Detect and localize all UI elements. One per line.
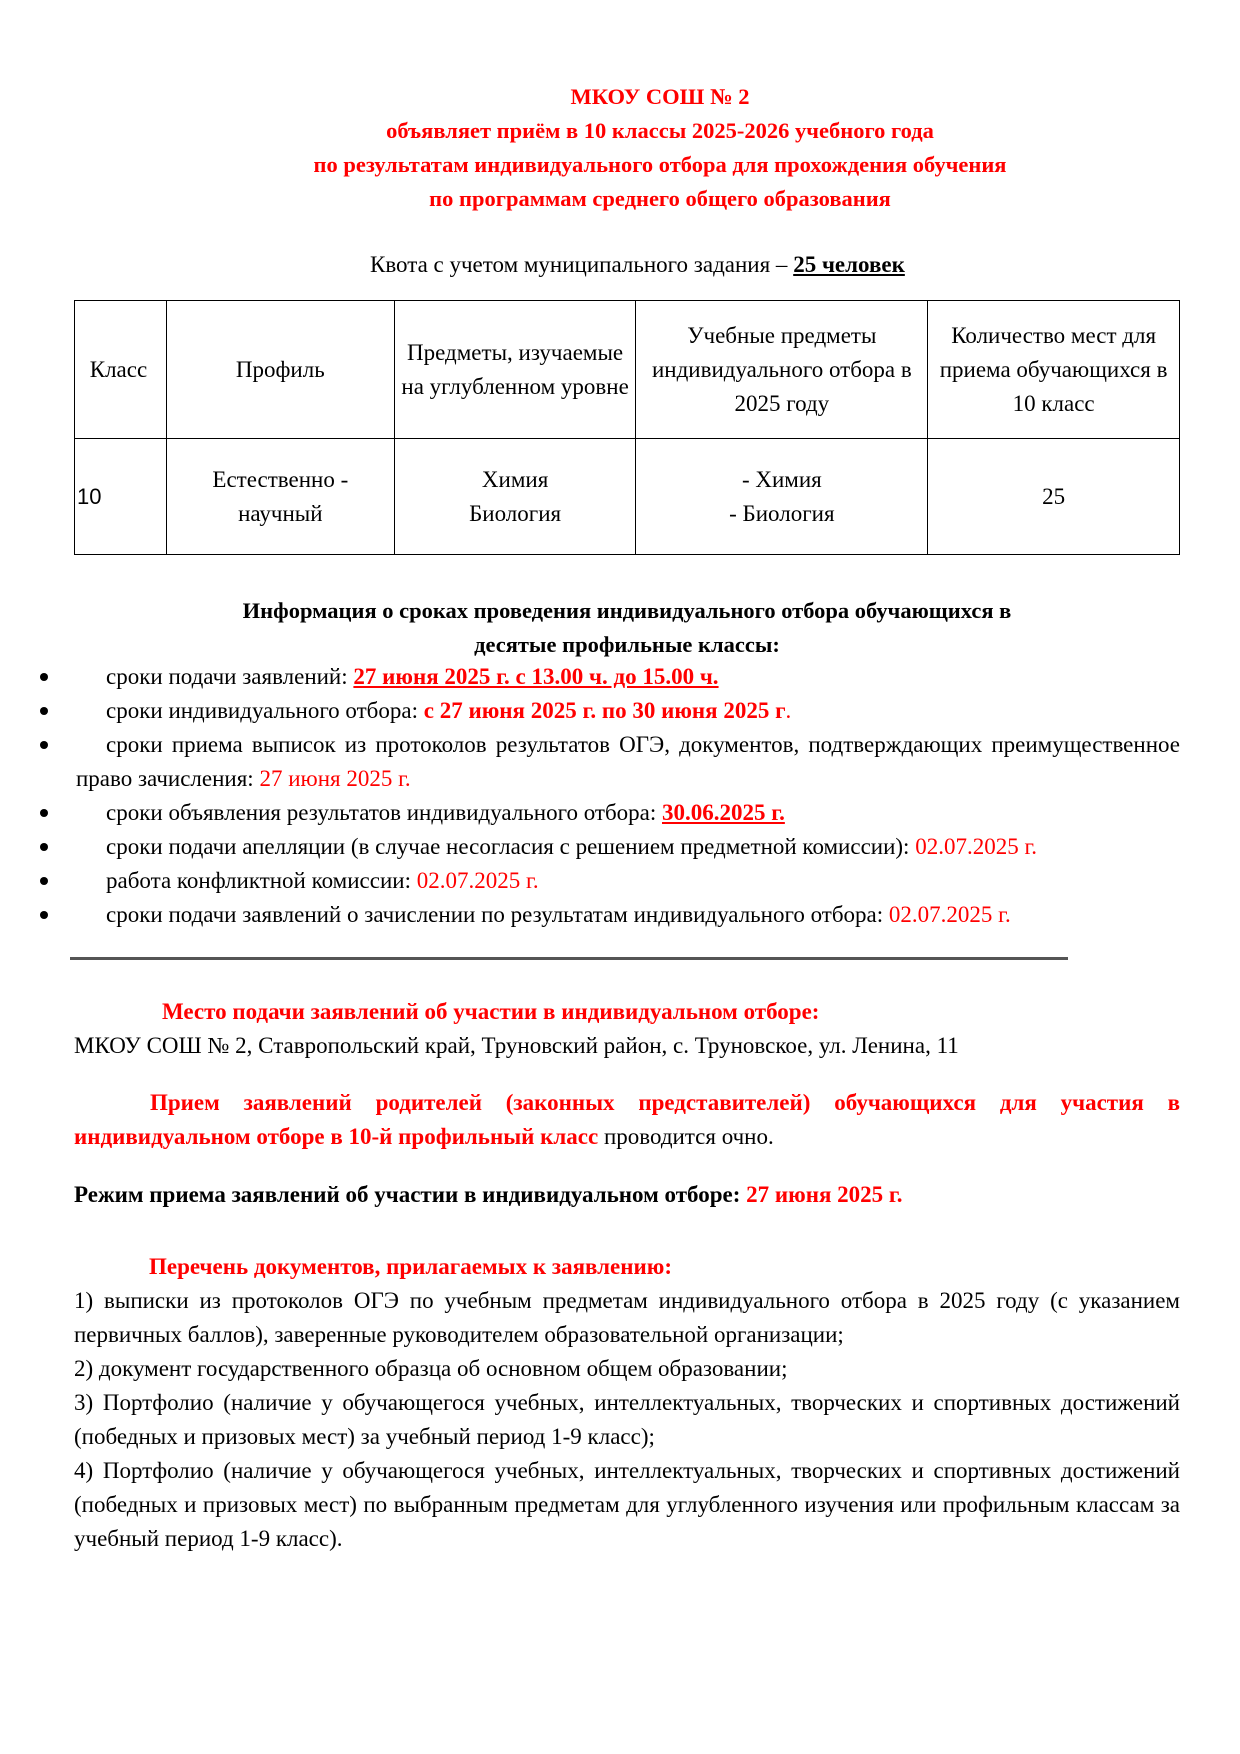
item-label: сроки подачи апелляции (в случае несогласия с решением предметной комиссии): xyxy=(106,834,916,859)
list-item xyxy=(0,694,1180,728)
list-item xyxy=(0,898,1180,932)
selection-subject: - Химия xyxy=(741,466,822,492)
documents-section xyxy=(74,1250,1180,1556)
list-item xyxy=(0,864,1180,898)
bullet-icon xyxy=(40,741,48,749)
cell-profile: Естественно - научный xyxy=(166,439,394,555)
item-value: с 27 июня 2025 г. по 30 июня 2025 г xyxy=(423,698,786,723)
title-school: МКОУ СОШ № 2 xyxy=(570,84,750,109)
title-line-2: объявляет приём в 10 классы 2025-2026 учебного года xyxy=(386,118,934,143)
list-item xyxy=(0,796,1180,830)
cell-class: 10 xyxy=(75,439,167,555)
advanced-subject: Биология xyxy=(469,500,562,526)
item-label: сроки подачи заявлений: xyxy=(106,664,354,689)
bullet-icon xyxy=(40,673,48,681)
document-item: 1) выписки из протоколов ОГЭ по учебным предметам индивидуального отбора в 2025 году (с указанием первичных баллов), заверенные руководителем образовательной организации; xyxy=(74,1288,1180,1347)
cell-places: 25 xyxy=(928,439,1180,555)
header-class: Класс xyxy=(75,301,167,439)
item-value: 02.07.2025 г. xyxy=(888,902,1011,927)
table-row xyxy=(75,439,1180,555)
bullet-icon xyxy=(40,707,48,715)
list-item xyxy=(0,660,1180,694)
info-heading xyxy=(74,594,1180,662)
info-heading-line-1: Информация о сроках проведения индивидуального отбора обучающихся в xyxy=(242,598,1012,623)
place-address: МКОУ СОШ № 2, Ставропольский край, Труновский район, с. Труновское, ул. Ленина, 11 xyxy=(74,1033,959,1058)
document-item: 4) Портфолио (наличие у обучающегося учебных, интеллектуальных, творческих и спортивных достижений (победных и призовых мест) по выбранным предметам для углубленного изучения или профильным классам за учебный период 1-9 класс). xyxy=(74,1458,1180,1551)
info-heading-line-2: десятые профильные классы: xyxy=(474,632,780,657)
item-value: 30.06.2025 г. xyxy=(662,800,785,825)
cell-advanced-subjects xyxy=(394,439,636,555)
selection-subject: - Биология xyxy=(729,500,835,526)
bullet-icon xyxy=(40,911,48,919)
horizontal-divider xyxy=(70,957,1068,960)
advanced-subject: Химия xyxy=(481,466,549,492)
quota-value: 25 человек xyxy=(793,252,905,277)
reception-paragraph xyxy=(74,1086,1180,1154)
table-header-row xyxy=(75,301,1180,439)
documents-heading: Перечень документов, прилагаемых к заявлению: xyxy=(149,1254,672,1279)
item-value-tail: . xyxy=(785,698,792,723)
list-item xyxy=(0,830,1180,864)
document-item: 3) Портфолио (наличие у обучающегося учебных, интеллектуальных, творческих и спортивных достижений (победных и призовых мест) за учебный период 1-9 класс); xyxy=(74,1390,1180,1449)
item-label: сроки подачи заявлений о зачислении по результатам индивидуального отбора: xyxy=(106,902,889,927)
bullet-icon xyxy=(40,809,48,817)
title-line-4: по программам среднего общего образования xyxy=(429,186,891,211)
item-label: сроки приема выписок из протоколов результатов ОГЭ, документов, подтверждающих преимущественное право зачисления: xyxy=(76,732,1180,791)
place-heading: Место подачи заявлений об участии в индивидуальном отборе: xyxy=(162,999,820,1024)
mode-value: 27 июня 2025 г. xyxy=(746,1182,903,1207)
item-value: 27 июня 2025 г. xyxy=(259,766,411,791)
dates-list xyxy=(0,660,1180,932)
header-places: Количество мест для приема обучающихся в 10 класс xyxy=(928,301,1180,439)
mode-paragraph xyxy=(74,1178,1180,1212)
profile-table xyxy=(74,300,1180,555)
reception-tail: проводится очно. xyxy=(598,1124,774,1149)
document-item: 2) документ государственного образца об основном общем образовании; xyxy=(74,1356,788,1381)
bullet-icon xyxy=(40,877,48,885)
quota-label: Квота с учетом муниципального задания – xyxy=(370,252,794,277)
title-line-3: по результатам индивидуального отбора для прохождения обучения xyxy=(313,152,1007,177)
header-advanced-subjects: Предметы, изучаемые на углубленном уровне xyxy=(394,301,636,439)
place-section xyxy=(74,995,1180,1063)
quota-line xyxy=(370,250,1070,280)
header-profile: Профиль xyxy=(166,301,394,439)
item-value: 27 июня 2025 г. с 13.00 ч. до 15.00 ч. xyxy=(353,664,719,689)
item-label: сроки индивидуального отбора: xyxy=(106,698,424,723)
bullet-icon xyxy=(40,843,48,851)
cell-selection-subjects xyxy=(636,439,928,555)
header-selection-subjects: Учебные предметы индивидуального отбора в 2025 году xyxy=(636,301,928,439)
item-label: сроки объявления результатов индивидуального отбора: xyxy=(106,800,662,825)
announcement-title xyxy=(0,80,1240,216)
item-value: 02.07.2025 г. xyxy=(416,868,539,893)
reception-bold: Прием заявлений родителей (законных представителей) обучающихся для участия в индивидуальном отборе в 10-й профильный класс xyxy=(74,1090,1180,1149)
list-item xyxy=(0,728,1180,796)
mode-label: Режим приема заявлений об участии в индивидуальном отборе: xyxy=(74,1182,747,1207)
item-value: 02.07.2025 г. xyxy=(915,834,1038,859)
item-label: работа конфликтной комиссии: xyxy=(106,868,417,893)
